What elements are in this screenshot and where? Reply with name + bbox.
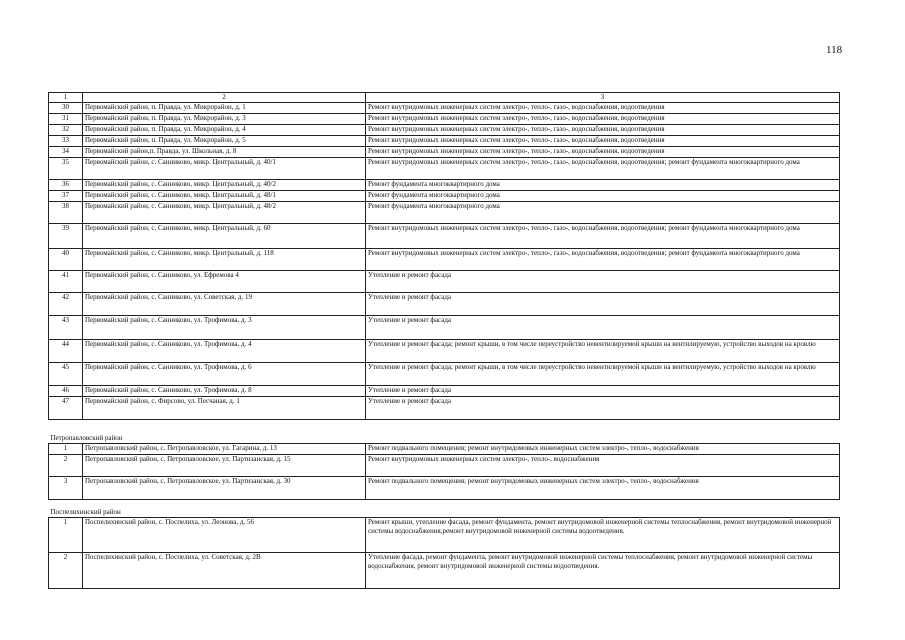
row-work: Утепление и ремонт фасада; ремонт крыши, в том числе переустройство невентилируемой крыши на вентилируемую, устройство выходов на кровлю <box>366 340 840 363</box>
row-number: 32 <box>49 125 83 136</box>
row-work: Ремонт фундамента многоквартирного дома <box>366 202 840 224</box>
row-number: 44 <box>49 340 83 363</box>
row-work: Ремонт внутридомовых инженерных систем электро-, тепло-, водоснабжения <box>366 455 840 477</box>
table-body <box>49 93 840 589</box>
row-work: Ремонт подвального помещения; ремонт внутридомовых инженерных систем электро-, тепло-, водоснабжения <box>366 444 840 455</box>
row-work: Ремонт крыши, утепление фасада, ремонт фундамента, ремонт внутридомовой инженерной системы теплоснабжения, ремонт внутридомовой инженерной системы водоснабжения,ремонт внутридомовой инженерной системы водоотведения. <box>366 518 840 553</box>
table-row <box>49 271 840 293</box>
table-row <box>49 103 840 114</box>
section-row <box>49 500 840 518</box>
row-number: 2 <box>49 455 83 477</box>
row-work: Ремонт внутридомовых инженерных систем электро-, тепло-, газо-, водоснабжения, водоотведения; ремонт фундамента многоквартирного дома <box>366 224 840 249</box>
header-row <box>49 93 840 103</box>
repair-program-table <box>48 92 840 589</box>
row-work: Ремонт внутридомовых инженерных систем электро-, тепло-, газо-, водоснабжения, водоотведения <box>366 147 840 158</box>
row-number: 1 <box>49 518 83 553</box>
table-row <box>49 158 840 180</box>
row-work: Утепление и ремонт фасада <box>366 293 840 316</box>
row-work: Ремонт внутридомовых инженерных систем электро-, тепло-, газо-, водоснабжения, водоотведения <box>366 136 840 147</box>
row-work: Ремонт внутридомовых инженерных систем электро-, тепло-, газо-, водоснабжения, водоотведения <box>366 114 840 125</box>
row-address: Первомайский район, с. Санниково, ул. Трофимова, д. 3 <box>83 316 366 340</box>
row-work: Ремонт фундамента многоквартирного дома <box>366 191 840 202</box>
header-col-3: 3 <box>366 93 840 103</box>
table-row <box>49 386 840 397</box>
row-number: 1 <box>49 444 83 455</box>
row-address: Поспелихинский район, с. Поспелиха, ул. Леонова, д. 56 <box>83 518 366 553</box>
row-address: Первомайский район, с. Санниково, ул. Трофимова, д. 8 <box>83 386 366 397</box>
row-address: Первомайский район, с. Санниково, микр. Центральный, д. 48/2 <box>83 202 366 224</box>
row-address: Первомайский район, с. Фирсово, ул. Песчаная, д. 1 <box>83 397 366 420</box>
row-work: Утепление и ремонт фасада; ремонт крыши, в том числе переустройство невентилируемой крыши на вентилируемую, устройство выходов на кровлю <box>366 363 840 386</box>
table-row <box>49 249 840 271</box>
row-address: Поспелихинский район, с. Поспелиха, ул. Советская, д. 2В <box>83 553 366 589</box>
table-row <box>49 363 840 386</box>
row-number: 39 <box>49 224 83 249</box>
row-number: 47 <box>49 397 83 420</box>
row-number: 3 <box>49 477 83 500</box>
row-address: Первомайский район, с. Санниково, микр. Центральный, д. 40/2 <box>83 180 366 191</box>
table-row <box>49 202 840 224</box>
table-row <box>49 455 840 477</box>
row-address: Первомайский район, п. Правда, ул. Микрорайон, д. 3 <box>83 114 366 125</box>
table-row <box>49 293 840 316</box>
row-number: 2 <box>49 553 83 589</box>
row-number: 36 <box>49 180 83 191</box>
row-address: Первомайский район,п. Правда, ул. Школьная, д. 8 <box>83 147 366 158</box>
row-address: Петропавловский район, с. Петропавловское, ул. Гагарина, д. 13 <box>83 444 366 455</box>
page-number: 118 <box>826 44 843 56</box>
row-work: Ремонт внутридомовых инженерных систем электро-, тепло-, газо-, водоснабжения, водоотведения; ремонт фундамента многоквартирного дома <box>366 249 840 271</box>
row-address: Первомайский район, с. Санниково, ул. Трофимова, д. 6 <box>83 363 366 386</box>
header-col-2: 2 <box>83 93 366 103</box>
table-row <box>49 180 840 191</box>
row-work: Ремонт фундамента многоквартирного дома <box>366 180 840 191</box>
row-number: 43 <box>49 316 83 340</box>
row-address: Петропавловский район, с. Петропавловское, ул. Партизанская, д. 15 <box>83 455 366 477</box>
section-label: Петропавловский район <box>49 420 840 444</box>
row-number: 46 <box>49 386 83 397</box>
row-number: 30 <box>49 103 83 114</box>
row-work: Утепление и ремонт фасада <box>366 386 840 397</box>
table-row <box>49 114 840 125</box>
row-number: 38 <box>49 202 83 224</box>
row-address: Первомайский район, с. Санниково, микр. Центральный, д. 48/1 <box>83 191 366 202</box>
table-row <box>49 477 840 500</box>
table-row <box>49 444 840 455</box>
row-address: Первомайский район, п. Правда, ул. Микрорайон, д. 5 <box>83 136 366 147</box>
row-address: Первомайский район, п. Правда, ул. Микрорайон, д. 1 <box>83 103 366 114</box>
table-row <box>49 316 840 340</box>
header-col-1: 1 <box>49 93 83 103</box>
row-work: Утепление и ремонт фасада <box>366 397 840 420</box>
table-row <box>49 191 840 202</box>
row-number: 37 <box>49 191 83 202</box>
section-label: Поспелихинский район <box>49 500 840 518</box>
row-number: 40 <box>49 249 83 271</box>
row-number: 35 <box>49 158 83 180</box>
row-work: Утепление и ремонт фасада <box>366 316 840 340</box>
table-row <box>49 147 840 158</box>
row-work: Ремонт внутридомовых инженерных систем электро-, тепло-, газо-, водоснабжения, водоотведения <box>366 103 840 114</box>
table-row <box>49 518 840 553</box>
row-address: Первомайский район, с. Санниково, микр. Центральный, д. 118 <box>83 249 366 271</box>
section-row <box>49 420 840 444</box>
row-number: 41 <box>49 271 83 293</box>
row-number: 34 <box>49 147 83 158</box>
row-work: Ремонт внутридомовых инженерных систем электро-, тепло-, газо-, водоснабжения, водоотведения; ремонт фундамента многоквартирного дома <box>366 158 840 180</box>
row-address: Первомайский район, с. Санниково, микр. Центральный, д. 60 <box>83 224 366 249</box>
table-row <box>49 553 840 589</box>
table-row <box>49 136 840 147</box>
row-number: 33 <box>49 136 83 147</box>
row-work: Ремонт внутридомовых инженерных систем электро-, тепло-, газо-, водоснабжения, водоотведения <box>366 125 840 136</box>
row-work: Утепление и ремонт фасада <box>366 271 840 293</box>
row-address: Первомайский район, п. Правда, ул. Микрорайон, д. 4 <box>83 125 366 136</box>
row-address: Первомайский район, с. Санниково, ул. Трофимова, д. 4 <box>83 340 366 363</box>
table-row <box>49 340 840 363</box>
row-address: Петропавловский район, с. Петропавловское, ул. Партизанская, д. 30 <box>83 477 366 500</box>
row-work: Ремонт подвального помещения; ремонт внутридомовых инженерных систем электро-, тепло-, водоснабжения <box>366 477 840 500</box>
row-address: Первомайский район, с. Санниково, ул. Ефремова 4 <box>83 271 366 293</box>
row-number: 31 <box>49 114 83 125</box>
table-row <box>49 125 840 136</box>
row-number: 45 <box>49 363 83 386</box>
row-work: Утепление фасада, ремонт фундамента, ремонт внутридомовой инженерной системы теплоснабжения, ремонт внутридомовой инженерной системы водоснабжения, ремонт внутридомовой инженерной системы водоотведения. <box>366 553 840 589</box>
table-row <box>49 224 840 249</box>
table-row <box>49 397 840 420</box>
row-number: 42 <box>49 293 83 316</box>
row-address: Первомайский район, с. Санниково, микр. Центральный, д. 40/1 <box>83 158 366 180</box>
row-address: Первомайский район, с. Санниково, ул. Советская, д. 19 <box>83 293 366 316</box>
